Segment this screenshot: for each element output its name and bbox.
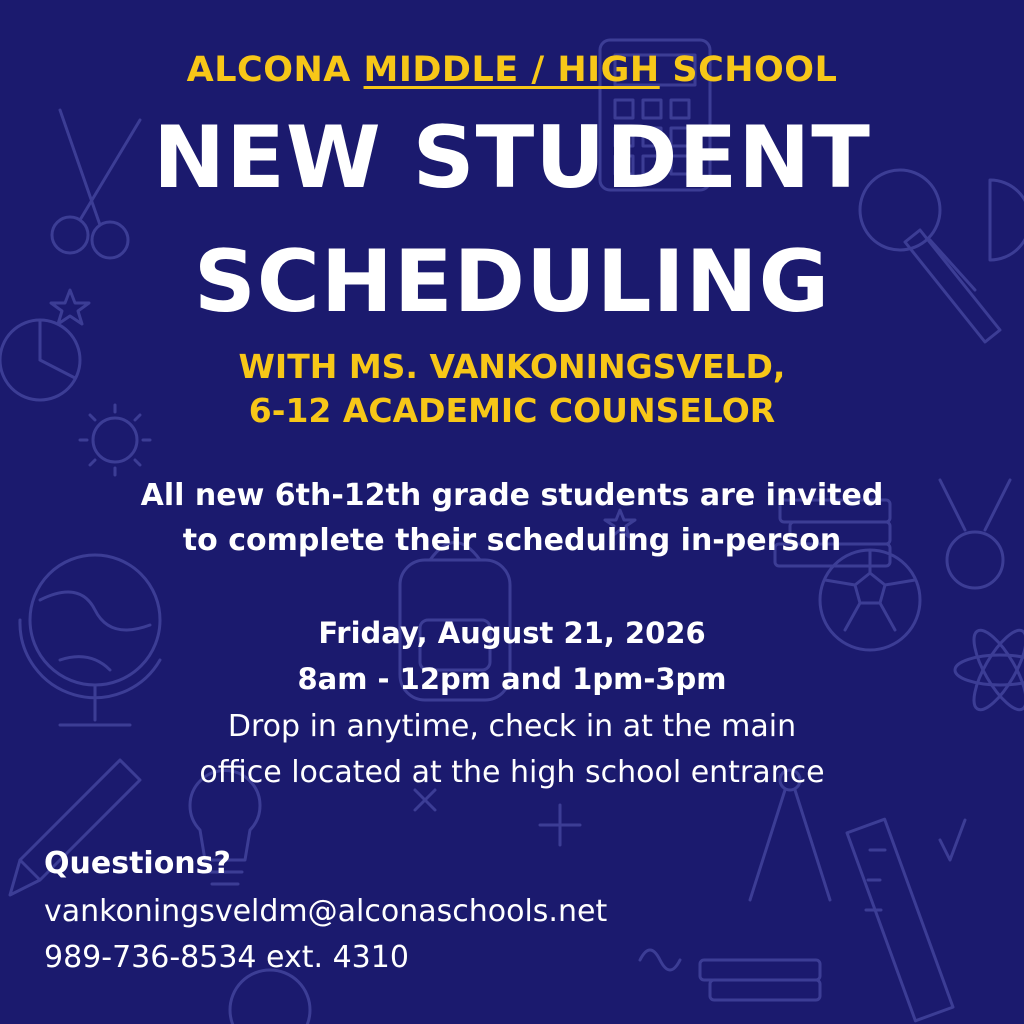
title-line-1: NEW STUDENT — [153, 108, 871, 208]
school-name-suffix: SCHOOL — [659, 50, 838, 90]
event-note-line-2: office located at the high school entrance — [199, 755, 825, 790]
invitation-line-1: All new 6th-12th grade students are invited — [140, 478, 884, 513]
title-line-2: SCHEDULING — [193, 232, 831, 332]
counselor-line-1: WITH MS. VANKONINGSVELD, — [238, 347, 786, 386]
event-hours: 8am - 12pm and 1pm-3pm — [297, 662, 727, 696]
questions-heading: Questions? — [44, 846, 231, 881]
contact-email[interactable]: vankoningsveldm@alconaschools.net — [44, 894, 608, 929]
counselor-line-2: 6-12 ACADEMIC COUNSELOR — [248, 391, 776, 430]
school-name-prefix: ALCONA — [186, 50, 364, 90]
school-name — [0, 50, 1024, 90]
contact-phone[interactable]: 989-736-8534 ext. 4310 — [44, 940, 409, 975]
invitation-line-2: to complete their scheduling in-person — [182, 523, 842, 558]
event-date: Friday, August 21, 2026 — [318, 616, 706, 650]
school-name-levels: MIDDLE / HIGH — [363, 50, 660, 90]
event-note-line-1: Drop in anytime, check in at the main — [227, 709, 797, 744]
